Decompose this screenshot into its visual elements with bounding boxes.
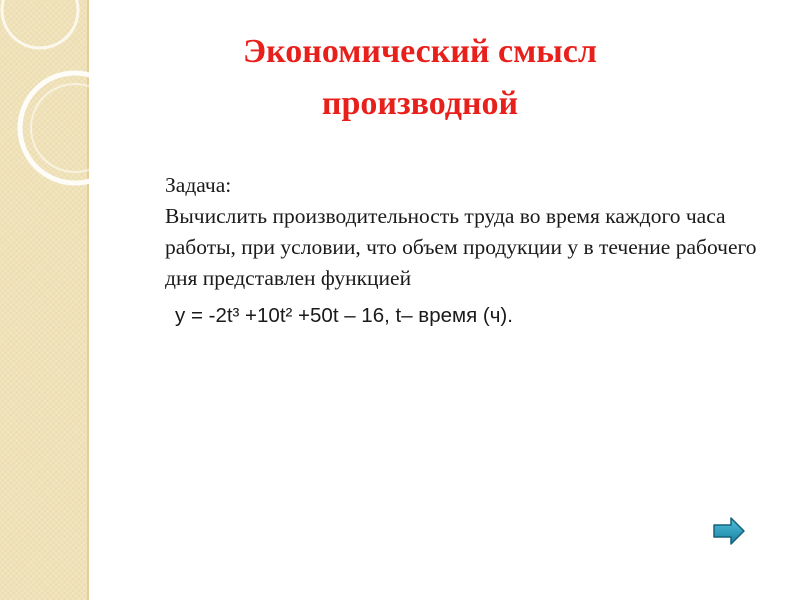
slide-title-line-1: Экономический смысл	[243, 33, 597, 70]
task-description: Вычислить производительность труда во время каждого часа работы, при условии, что объем продукции у в течение рабочего дня представлен функцией	[165, 204, 757, 290]
large-circle-outline	[20, 73, 130, 183]
arrow-right-icon	[712, 516, 746, 546]
formula-text: у = -2t³ +10t² +50t – 16, t– время (ч).	[175, 304, 513, 327]
slide-title	[160, 26, 680, 130]
top-circle-outline	[2, 0, 78, 48]
task-block	[165, 170, 765, 330]
task-label: Задача:	[165, 173, 232, 197]
next-slide-button[interactable]	[712, 516, 746, 546]
inner-circle-outline	[31, 84, 119, 172]
slide-title-line-2: производной	[321, 85, 519, 122]
decorative-circles	[0, 0, 150, 260]
